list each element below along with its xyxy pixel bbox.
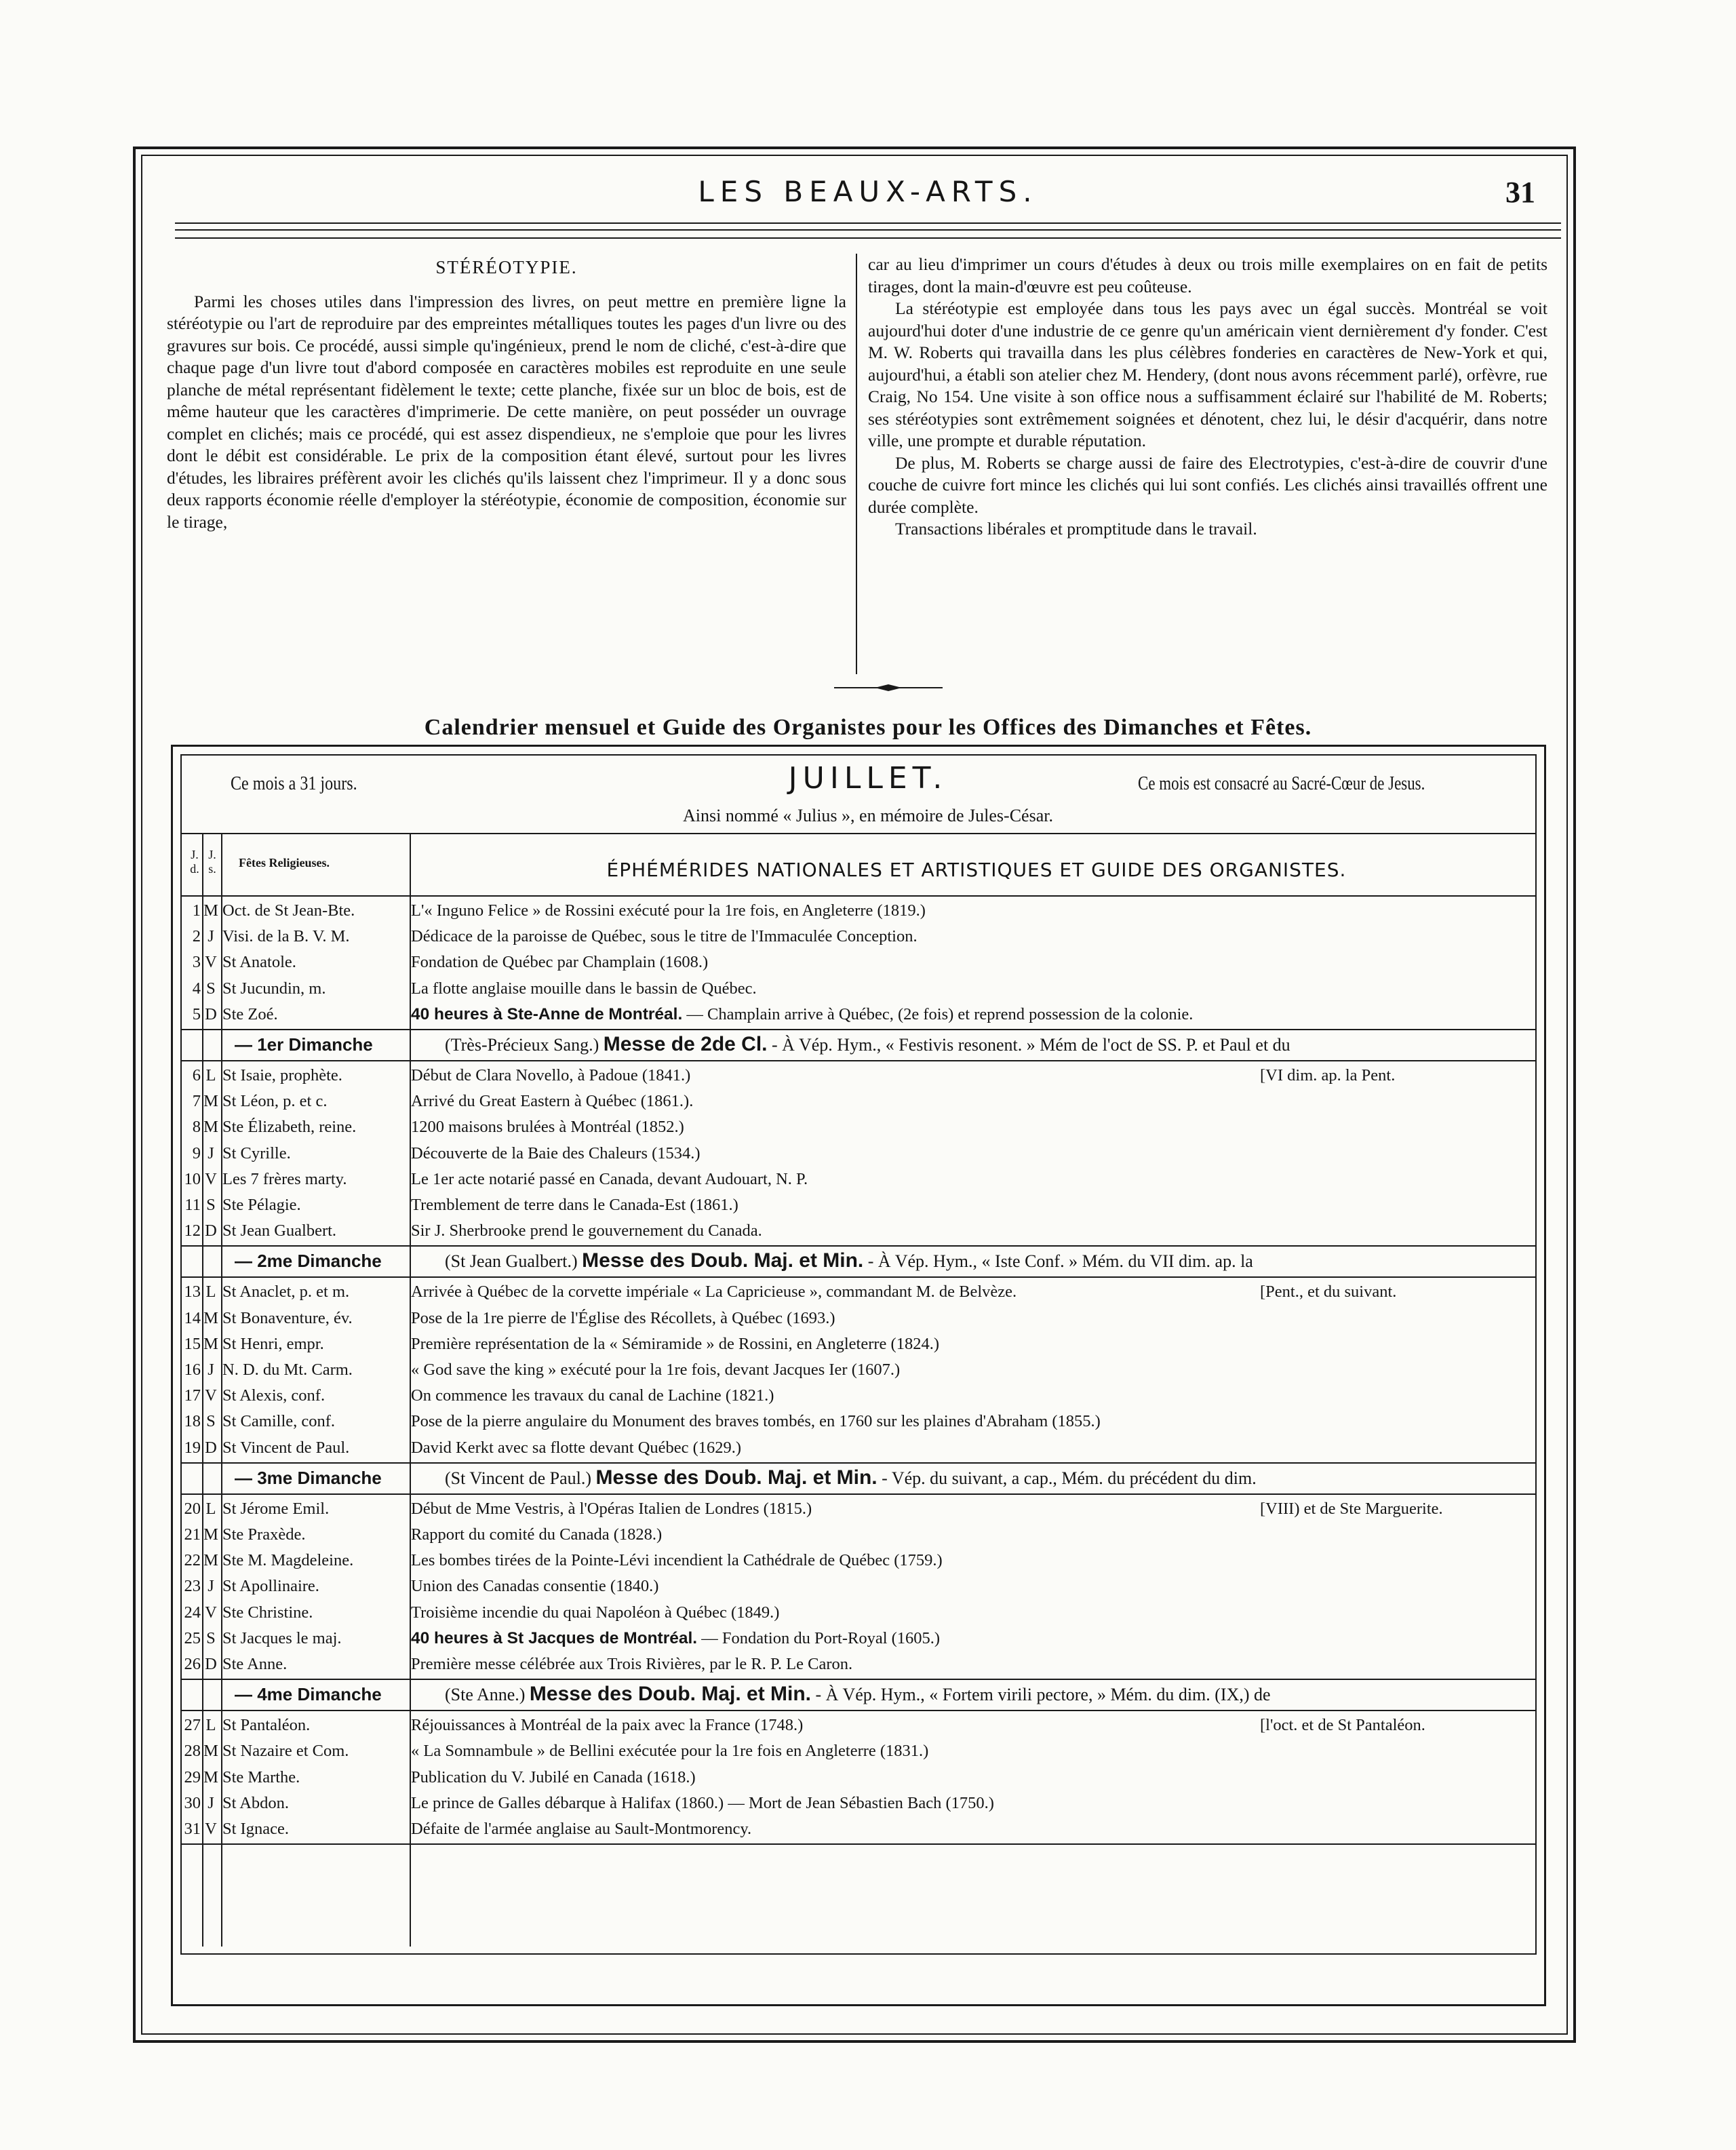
table-row bbox=[180, 1791, 1537, 1816]
ephemeris-text: Publication du V. Jubilé en Canada (1618.) bbox=[411, 1767, 696, 1786]
ephemeris-text: 1200 maisons brulées à Montréal (1852.) bbox=[411, 1118, 684, 1137]
ephemeris-text: L'« Inguno Felice » de Rossini exécuté pour la 1re fois, en Angleterre (1819.) bbox=[411, 901, 926, 920]
ephemeris-text: Pose de la pierre angulaire du Monument des braves tombés, en 1760 sur les plaines d'Abraham (1855.) bbox=[411, 1412, 1101, 1431]
ephemeris-text: Arrivé du Great Eastern à Québec (1861.). bbox=[411, 1092, 694, 1111]
religious-feast: Oct. de St Jean-Bte. bbox=[222, 901, 355, 920]
table-row bbox=[180, 1383, 1537, 1409]
religious-feast: St Ignace. bbox=[222, 1820, 289, 1838]
day-number: 5 bbox=[192, 1004, 201, 1023]
ephemeris-text: Dédicace de la paroisse de Québec, sous le titre de l'Immaculée Conception. bbox=[411, 927, 918, 946]
day-letter: L bbox=[205, 1716, 216, 1735]
page-number: 31 bbox=[1505, 176, 1535, 209]
sunday-row bbox=[180, 1030, 1537, 1059]
article-title: STÉRÉOTYPIE. bbox=[435, 257, 578, 277]
article-paragraph: Transactions libérales et promptitude dans le travail. bbox=[895, 519, 1257, 539]
header-rule-2 bbox=[175, 229, 1561, 231]
day-number: 15 bbox=[184, 1334, 201, 1353]
day-letter: M bbox=[203, 1525, 218, 1544]
calendar-month: JUILLET. bbox=[788, 761, 948, 796]
religious-feast: Ste M. Magdeleine. bbox=[222, 1551, 354, 1570]
religious-feast: St Pantaléon. bbox=[222, 1716, 311, 1735]
day-letter: V bbox=[205, 953, 217, 972]
day-number: 29 bbox=[184, 1767, 201, 1786]
calendar-month-origin: Ainsi nommé « Julius », en mémoire de Jules-César. bbox=[683, 806, 1053, 825]
table-row bbox=[180, 1522, 1537, 1548]
article-paragraph: car au lieu d'imprimer un cours d'études à deux ou trois mille exemplaires on en fait de petits tirages, dont la main-d'œuvre est peu coûteuse. bbox=[868, 254, 1547, 296]
religious-feast: St Jérome Emil. bbox=[222, 1499, 330, 1518]
religious-feast: St Bonaventure, év. bbox=[222, 1308, 353, 1327]
ephemeris-text: Pose de la 1re pierre de l'Église des Récollets, à Québec (1693.) bbox=[411, 1308, 835, 1327]
article-paragraph: Parmi les choses utiles dans l'impression des livres, on peut mettre en première ligne la stéréotypie ou l'art de reproduire par des empreintes métalliques toutes les pages d'un livre ou des gravures sur bois. Ce procédé, aussi simple qu'ingénieux, prend le nom de cliché, c'est-à-dire que chaque page d'un livre tout d'abord composée en caractères mobiles est reproduite en une seule planche de métal représentant fidèlement le texte; cette planche, fixée sur un bloc de bois, est de même hauteur que les caractères d'imprimerie. De cette manière, on peut posséder un ouvrage complet en clichés; mais ce procédé, qui est assez dispendieux, ne s'emploie que pour les livres dont le débit est considérable. Le prix de la composition étant élevé, surtout pour les livres d'études, les libraires préfèrent avoir les clichés qu'ils laissent chez l'imprimeur. Il y a donc sous deux rapports économie réelle d'employer la stéréotypie, économie de composition, économie sur le tirage, bbox=[167, 291, 846, 532]
sunday-label: — 1er Dimanche bbox=[235, 1034, 373, 1055]
table-row bbox=[180, 950, 1537, 975]
mass-type: Messe de 2de Cl. bbox=[603, 1033, 768, 1055]
religious-feast: Ste Élizabeth, reine. bbox=[222, 1118, 357, 1137]
column-header-day-letter: J. s. bbox=[208, 848, 216, 876]
ephemeris-text: Union des Canadas consentie (1840.) bbox=[411, 1577, 659, 1596]
ephemeris-text: Réjouissances à Montréal de la paix avec la France (1748.) bbox=[411, 1716, 804, 1735]
sunday-label: — 4me Dimanche bbox=[235, 1684, 382, 1705]
day-letter: M bbox=[203, 1742, 218, 1761]
table-row bbox=[180, 924, 1537, 950]
religious-feast: St Anatole. bbox=[222, 953, 296, 972]
ephemeris-text: Le prince de Galles débarque à Halifax (1860.) — Mort de Jean Sébastien Bach (1750.) bbox=[411, 1793, 994, 1812]
table-row bbox=[180, 1651, 1537, 1677]
day-number: 31 bbox=[184, 1820, 201, 1838]
day-number: 21 bbox=[184, 1525, 201, 1544]
day-letter: S bbox=[206, 1412, 216, 1431]
day-letter: D bbox=[205, 1221, 217, 1240]
ephemeris-text: Défaite de l'armée anglaise au Sault-Montmorency. bbox=[411, 1820, 752, 1838]
day-letter: S bbox=[206, 979, 216, 998]
day-letter: S bbox=[206, 1196, 216, 1214]
day-number: 30 bbox=[184, 1793, 201, 1812]
table-row bbox=[180, 898, 1537, 924]
table-row bbox=[180, 1192, 1537, 1218]
table-row bbox=[180, 1002, 1537, 1028]
mass-type: Messe des Doub. Maj. et Min. bbox=[529, 1683, 811, 1706]
table-row bbox=[180, 1141, 1537, 1167]
table-row bbox=[180, 1063, 1537, 1089]
ephemeris-text: Rapport du comité du Canada (1828.) bbox=[411, 1525, 663, 1544]
day-number: 28 bbox=[184, 1742, 201, 1761]
day-letter: M bbox=[203, 1118, 218, 1137]
table-row bbox=[180, 1279, 1537, 1305]
organist-note: [VI dim. ap. la Pent. bbox=[1260, 1066, 1396, 1084]
day-letter: L bbox=[205, 1499, 216, 1518]
table-row bbox=[180, 1574, 1537, 1599]
organist-note: [VIII) et de Ste Marguerite. bbox=[1260, 1499, 1443, 1518]
sunday-row bbox=[180, 1680, 1537, 1708]
row-group-rule bbox=[180, 1843, 1537, 1845]
day-number: 23 bbox=[184, 1577, 201, 1596]
article-column-1 bbox=[167, 254, 846, 674]
table-row bbox=[180, 1548, 1537, 1574]
table-row bbox=[180, 1167, 1537, 1192]
sunday-office: (Très-Précieux Sang.) Messe de 2de Cl. - À Vép. Hym., « Festivis resonent. » Mém de l'oct de SS. P. et Paul et du bbox=[445, 1033, 1290, 1055]
ephemeris-text: Début de Mme Vestris, à l'Opéras Italien de Londres (1815.) bbox=[411, 1499, 812, 1518]
religious-feast: St Henri, empr. bbox=[222, 1334, 324, 1353]
article-paragraph: De plus, M. Roberts se charge aussi de faire des Electrotypies, c'est-à-dire de couvrir d'une couche de cuivre fort mince les clichés qui lui sont confiés. Les clichés ainsi travaillés offrent une durée complète. bbox=[868, 452, 1547, 517]
day-number: 12 bbox=[184, 1221, 201, 1240]
religious-feast: St Abdon. bbox=[222, 1793, 290, 1812]
ephemeris-text: Tremblement de terre dans le Canada-Est (1861.) bbox=[411, 1196, 738, 1214]
table-row bbox=[180, 1306, 1537, 1331]
day-letter: J bbox=[208, 1144, 214, 1162]
day-letter: M bbox=[203, 1308, 218, 1327]
religious-feast: Ste Pélagie. bbox=[222, 1196, 301, 1214]
day-letter: M bbox=[203, 1551, 218, 1570]
table-header-rule bbox=[180, 895, 1537, 897]
calendar-header-rule bbox=[180, 833, 1537, 834]
day-number: 22 bbox=[184, 1551, 201, 1570]
row-group-rule bbox=[180, 1276, 1537, 1278]
day-letter: S bbox=[206, 1628, 216, 1647]
table-row bbox=[180, 1331, 1537, 1357]
ephemeris-text: Sir J. Sherbrooke prend le gouvernement du Canada. bbox=[411, 1221, 762, 1240]
religious-feast: Visi. de la B. V. M. bbox=[222, 927, 350, 946]
religious-feast: St Cyrille. bbox=[222, 1144, 291, 1162]
religious-feast: Ste Anne. bbox=[222, 1655, 288, 1673]
day-number: 13 bbox=[184, 1283, 201, 1302]
day-letter: D bbox=[205, 1655, 217, 1673]
day-number: 10 bbox=[184, 1169, 201, 1188]
table-row bbox=[180, 1496, 1537, 1522]
ephemeris-highlight: 40 heures à St Jacques de Montréal. bbox=[411, 1628, 698, 1647]
table-row bbox=[180, 1114, 1537, 1140]
table-row bbox=[180, 1409, 1537, 1434]
ephemeris-text: On commence les travaux du canal de Lachine (1821.) bbox=[411, 1386, 774, 1405]
article-paragraph: La stéréotypie est employée dans tous les pays avec un égal succès. Montréal se voit aujourd'hui doter d'une industrie de ce genre qu'un américain vient dernièrement d'y fonder. C'est M. W. Roberts qui travailla dans les plus célèbres fonderies en caractères de New-York et qui, aujourd'hui, a établi son atelier chez M. Hendery, (dont nous avons récemment parlé), orfèvre, rue Craig, No 154. Une visite à son office nous a suffisamment éclairé sur l'habilité de M. Roberts; ses stéréotypies sont extrêmement soignées et dénotent, chez lui, le désir d'acquérir, dans notre ville, une prompte et durable réputation. bbox=[868, 298, 1547, 450]
ephemeris-text: Arrivée à Québec de la corvette impériale « La Capricieuse », commandant M. de Belvèze. bbox=[411, 1283, 1017, 1302]
day-number: 27 bbox=[184, 1716, 201, 1735]
ephemeris-text: « God save the king » exécuté pour la 1re fois, devant Jacques Ier (1607.) bbox=[411, 1361, 901, 1379]
religious-feast: St Alexis, conf. bbox=[222, 1386, 326, 1405]
ephemeris-text: Première messe célébrée aux Trois Rivières, par le R. P. Le Caron. bbox=[411, 1655, 853, 1673]
table-row bbox=[180, 1738, 1537, 1764]
day-number: 8 bbox=[192, 1118, 201, 1137]
ephemeris-text: Découverte de la Baie des Chaleurs (1534.) bbox=[411, 1144, 701, 1162]
religious-feast: Les 7 frères marty. bbox=[222, 1169, 347, 1188]
header-rule-3 bbox=[175, 237, 1561, 239]
day-letter: M bbox=[203, 1334, 218, 1353]
sunday-row bbox=[180, 1464, 1537, 1492]
religious-feast: N. D. du Mt. Carm. bbox=[222, 1361, 353, 1379]
table-row bbox=[180, 1816, 1537, 1842]
day-letter: M bbox=[203, 1767, 218, 1786]
ephemeris-text: Fondation de Québec par Champlain (1608.) bbox=[411, 953, 709, 972]
ephemeris-text: 40 heures à Ste-Anne de Montréal. — Champlain arrive à Québec, (2e fois) et reprend possession de la colonie. bbox=[411, 1004, 1194, 1023]
religious-feast: St Léon, p. et c. bbox=[222, 1092, 328, 1111]
ephemeris-text: Le 1er acte notarié passé en Canada, devant Audouart, N. P. bbox=[411, 1169, 808, 1188]
day-letter: J bbox=[208, 1577, 214, 1596]
column-divider bbox=[856, 254, 857, 674]
article-column-2 bbox=[868, 254, 1547, 674]
day-number: 25 bbox=[184, 1628, 201, 1647]
day-number: 14 bbox=[184, 1308, 201, 1327]
sunday-office: (St Jean Gualbert.) Messe des Doub. Maj. et Min. - À Vép. Hym., « Iste Conf. » Mém. du VII dim. ap. la bbox=[445, 1249, 1253, 1272]
day-letter: V bbox=[205, 1820, 217, 1838]
column-header-ephemerides: ÉPHÉMÉRIDES NATIONALES ET ARTISTIQUES ET GUIDE DES ORGANISTES. bbox=[606, 859, 1347, 881]
ornament-divider bbox=[827, 684, 949, 692]
calendar-title: Calendrier mensuel et Guide des Organistes pour les Offices des Dimanches et Fêtes. bbox=[424, 715, 1312, 740]
day-number: 4 bbox=[192, 979, 201, 998]
day-letter: L bbox=[205, 1283, 216, 1302]
mass-type: Messe des Doub. Maj. et Min. bbox=[582, 1249, 864, 1272]
day-letter: J bbox=[208, 1361, 214, 1379]
religious-feast: St Isaie, prophète. bbox=[222, 1066, 342, 1084]
day-number: 26 bbox=[184, 1655, 201, 1673]
sunday-row bbox=[180, 1247, 1537, 1275]
day-letter: V bbox=[205, 1603, 217, 1622]
religious-feast: St Anaclet, p. et m. bbox=[222, 1283, 350, 1302]
row-group-rule bbox=[180, 1493, 1537, 1495]
calendar-days-note: Ce mois a 31 jours. bbox=[231, 773, 357, 794]
ephemeris-text: Début de Clara Novello, à Padoue (1841.) bbox=[411, 1066, 691, 1084]
day-number: 18 bbox=[184, 1412, 201, 1431]
table-row bbox=[180, 1218, 1537, 1244]
page-header-title: LES BEAUX-ARTS. bbox=[698, 175, 1038, 208]
row-group-rule bbox=[180, 1060, 1537, 1061]
ephemeris-text: Troisième incendie du quai Napoléon à Québec (1849.) bbox=[411, 1603, 780, 1622]
day-letter: D bbox=[205, 1004, 217, 1023]
day-letter: V bbox=[205, 1386, 217, 1405]
religious-feast: St Vincent de Paul. bbox=[222, 1438, 350, 1457]
day-number: 16 bbox=[184, 1361, 201, 1379]
ephemeris-text: Les bombes tirées de la Pointe-Lévi incendient la Cathédrale de Québec (1759.) bbox=[411, 1551, 943, 1570]
day-number: 9 bbox=[192, 1144, 201, 1162]
table-row bbox=[180, 1713, 1537, 1738]
sunday-label: — 3me Dimanche bbox=[235, 1467, 382, 1488]
mass-type: Messe des Doub. Maj. et Min. bbox=[595, 1466, 877, 1489]
header-rule-1 bbox=[175, 222, 1561, 224]
sunday-label: — 2me Dimanche bbox=[235, 1251, 382, 1272]
organist-note: [Pent., et du suivant. bbox=[1260, 1283, 1397, 1302]
organist-note: [l'oct. et de St Pantaléon. bbox=[1260, 1716, 1425, 1735]
day-letter: D bbox=[205, 1438, 217, 1457]
table-row bbox=[180, 1435, 1537, 1461]
day-letter: M bbox=[203, 1092, 218, 1111]
ephemeris-text: David Kerkt avec sa flotte devant Québec (1629.) bbox=[411, 1438, 742, 1457]
religious-feast: Ste Christine. bbox=[222, 1603, 313, 1622]
table-row bbox=[180, 1600, 1537, 1626]
day-number: 7 bbox=[192, 1092, 201, 1111]
table-row bbox=[180, 1357, 1537, 1383]
table-row bbox=[180, 976, 1537, 1002]
religious-feast: St Camille, conf. bbox=[222, 1412, 336, 1431]
day-letter: L bbox=[205, 1066, 216, 1084]
day-number: 11 bbox=[184, 1196, 201, 1214]
table-row bbox=[180, 1089, 1537, 1114]
table-row bbox=[180, 1765, 1537, 1791]
day-number: 2 bbox=[192, 927, 201, 946]
religious-feast: St Jacques le maj. bbox=[222, 1628, 342, 1647]
day-number: 3 bbox=[192, 953, 201, 972]
religious-feast: Ste Zoé. bbox=[222, 1004, 278, 1023]
column-header-day-number: J. d. bbox=[190, 848, 199, 876]
day-number: 19 bbox=[184, 1438, 201, 1457]
day-letter: M bbox=[203, 901, 218, 920]
day-number: 1 bbox=[192, 901, 201, 920]
religious-feast: St Apollinaire. bbox=[222, 1577, 319, 1596]
religious-feast: Ste Marthe. bbox=[222, 1767, 300, 1786]
day-number: 17 bbox=[184, 1386, 201, 1405]
day-number: 6 bbox=[192, 1066, 201, 1084]
ephemeris-text: Première représentation de la « Sémiramide » de Rossini, en Angleterre (1824.) bbox=[411, 1334, 939, 1353]
table-row bbox=[180, 1626, 1537, 1651]
calendar-dedication: Ce mois est consacré au Sacré-Cœur de Jesus. bbox=[1138, 773, 1425, 794]
religious-feast: St Jean Gualbert. bbox=[222, 1221, 337, 1240]
religious-feast: Ste Praxède. bbox=[222, 1525, 306, 1544]
sunday-office: (St Vincent de Paul.) Messe des Doub. Maj. et Min. - Vép. du suivant, a cap., Mém. du précédent du dim. bbox=[445, 1466, 1257, 1489]
day-letter: J bbox=[208, 1793, 214, 1812]
religious-feast: St Jucundin, m. bbox=[222, 979, 326, 998]
ephemeris-text: 40 heures à St Jacques de Montréal. — Fondation du Port-Royal (1605.) bbox=[411, 1628, 941, 1647]
day-number: 24 bbox=[184, 1603, 201, 1622]
ephemeris-highlight: 40 heures à Ste-Anne de Montréal. bbox=[411, 1004, 683, 1023]
ephemeris-text: La flotte anglaise mouille dans le bassin de Québec. bbox=[411, 979, 757, 998]
day-letter: J bbox=[208, 927, 214, 946]
religious-feast: St Nazaire et Com. bbox=[222, 1742, 349, 1761]
day-letter: V bbox=[205, 1169, 217, 1188]
sunday-office: (Ste Anne.) Messe des Doub. Maj. et Min. - À Vép. Hym., « Fortem virili pectore, » Mém. du dim. (IX,) de bbox=[445, 1683, 1271, 1706]
row-group-rule bbox=[180, 1710, 1537, 1711]
ephemeris-text: « La Somnambule » de Bellini exécutée pour la 1re fois en Angleterre (1831.) bbox=[411, 1742, 929, 1761]
day-number: 20 bbox=[184, 1499, 201, 1518]
column-header-fetes: Fêtes Religieuses. bbox=[239, 856, 330, 869]
